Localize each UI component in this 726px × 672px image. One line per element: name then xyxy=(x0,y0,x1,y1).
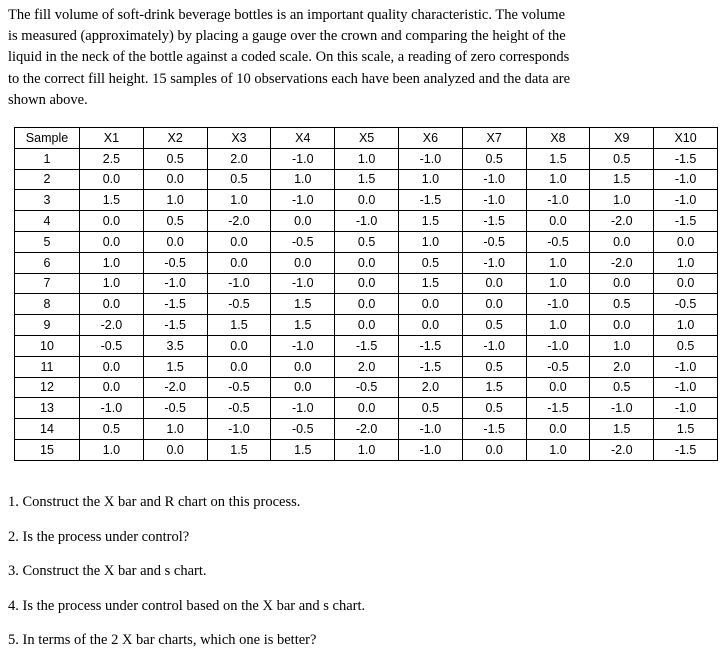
observation-cell: -1.0 xyxy=(398,439,462,460)
observation-cell: 0.5 xyxy=(143,148,207,169)
observation-cell: -1.5 xyxy=(654,439,718,460)
observation-cell: -2.0 xyxy=(590,211,654,232)
observation-cell: 1.5 xyxy=(271,294,335,315)
observation-cell: 0.0 xyxy=(335,398,399,419)
observation-cell: 0.5 xyxy=(462,398,526,419)
observation-cell: 1.5 xyxy=(654,419,718,440)
observation-cell: 1.5 xyxy=(462,377,526,398)
observation-cell: -1.5 xyxy=(654,211,718,232)
observation-cell: -2.0 xyxy=(590,439,654,460)
observation-cell: -2.0 xyxy=(207,211,271,232)
observation-cell: 0.0 xyxy=(271,252,335,273)
observation-cell: 0.0 xyxy=(271,356,335,377)
observation-cell: 1.5 xyxy=(207,439,271,460)
observation-cell: 0.0 xyxy=(207,356,271,377)
observation-cell: 0.0 xyxy=(335,294,399,315)
table-row xyxy=(15,169,718,190)
observation-cell: -1.5 xyxy=(398,356,462,377)
observation-cell: 0.0 xyxy=(80,169,144,190)
observation-cell: -1.0 xyxy=(80,398,144,419)
observation-cell: 0.0 xyxy=(654,231,718,252)
observation-cell: 1.0 xyxy=(654,315,718,336)
observation-cell: 0.0 xyxy=(271,211,335,232)
observation-cell: 0.5 xyxy=(398,252,462,273)
intro-line: to the correct fill height. 15 samples of 10 observations each have been analyzed and the data are xyxy=(8,70,571,87)
observation-cell: 1.0 xyxy=(143,190,207,211)
observation-cell: -1.0 xyxy=(526,335,590,356)
observation-cell: 0.0 xyxy=(590,273,654,294)
observation-cell: 0.0 xyxy=(462,294,526,315)
observation-cell: -1.5 xyxy=(398,190,462,211)
observation-cell: 0.0 xyxy=(335,190,399,211)
observation-cell: 0.5 xyxy=(462,356,526,377)
observation-cell: -0.5 xyxy=(207,398,271,419)
observation-cell: 2.0 xyxy=(335,356,399,377)
observation-cell: -0.5 xyxy=(335,377,399,398)
observation-cell: 0.5 xyxy=(80,419,144,440)
observation-cell: 1.5 xyxy=(590,169,654,190)
observation-cell: 0.0 xyxy=(526,211,590,232)
observation-cell: -1.0 xyxy=(654,169,718,190)
observation-cell: 0.0 xyxy=(526,377,590,398)
observation-cell: 0.0 xyxy=(80,231,144,252)
observation-cell: -1.0 xyxy=(398,148,462,169)
sample-number-cell: 13 xyxy=(15,398,80,419)
sample-number-cell: 6 xyxy=(15,252,80,273)
observation-cell: 0.5 xyxy=(207,169,271,190)
observation-cell: 2.5 xyxy=(80,148,144,169)
observation-cell: -0.5 xyxy=(143,252,207,273)
table-row xyxy=(15,419,718,440)
observation-cell: -2.0 xyxy=(590,252,654,273)
observation-cell: -1.0 xyxy=(271,190,335,211)
observation-cell: -1.0 xyxy=(143,273,207,294)
observation-cell: -0.5 xyxy=(207,377,271,398)
table-row xyxy=(15,252,718,273)
observation-cell: 1.5 xyxy=(271,439,335,460)
observation-cell: -0.5 xyxy=(143,398,207,419)
question-item: 3. Construct the X bar and s chart. xyxy=(8,563,207,580)
observation-cell: 0.0 xyxy=(590,315,654,336)
question-item: 1. Construct the X bar and R chart on this process. xyxy=(8,494,301,510)
observation-cell: 1.0 xyxy=(526,169,590,190)
observation-cell: 1.5 xyxy=(80,190,144,211)
observation-cell: -1.5 xyxy=(335,335,399,356)
table-row xyxy=(15,190,718,211)
observation-cell: 1.0 xyxy=(526,439,590,460)
observation-cell: 1.0 xyxy=(207,190,271,211)
observation-cell: 0.0 xyxy=(335,252,399,273)
observation-cell: 0.0 xyxy=(462,273,526,294)
question-list xyxy=(8,488,708,661)
observation-cell: 0.5 xyxy=(143,211,207,232)
observation-cell: 0.5 xyxy=(335,231,399,252)
table-row xyxy=(15,148,718,169)
table-body xyxy=(15,148,718,460)
table-row xyxy=(15,211,718,232)
question-item: 4. Is the process under control based on the X bar and s chart. xyxy=(8,597,366,614)
observation-cell: 1.0 xyxy=(335,439,399,460)
observation-cell: 0.5 xyxy=(654,335,718,356)
question-item: 2. Is the process under control? xyxy=(8,528,190,545)
intro-line: is measured (approximately) by placing a gauge over the crown and comparing the height of the xyxy=(8,28,566,45)
observation-cell: 0.5 xyxy=(462,315,526,336)
problem-intro xyxy=(8,5,708,111)
observation-cell: -1.0 xyxy=(654,377,718,398)
observation-cell: -1.5 xyxy=(462,211,526,232)
observation-cell: 1.0 xyxy=(590,335,654,356)
observation-cell: -1.5 xyxy=(526,398,590,419)
sample-number-cell: 9 xyxy=(15,315,80,336)
observation-cell: 0.0 xyxy=(271,377,335,398)
sample-number-cell: 4 xyxy=(15,211,80,232)
observation-cell: -2.0 xyxy=(143,377,207,398)
observation-cell: 0.0 xyxy=(80,377,144,398)
table-row xyxy=(15,335,718,356)
sample-number-cell: 7 xyxy=(15,273,80,294)
observation-cell: 0.0 xyxy=(335,273,399,294)
observation-cell: -1.0 xyxy=(207,273,271,294)
table-row xyxy=(15,377,718,398)
table-row xyxy=(15,398,718,419)
observation-cell: -1.0 xyxy=(207,419,271,440)
observation-cell: 0.0 xyxy=(143,439,207,460)
observation-cell: 1.5 xyxy=(143,356,207,377)
sample-number-cell: 12 xyxy=(15,377,80,398)
observation-cell: -0.5 xyxy=(271,231,335,252)
observation-cell: -1.0 xyxy=(590,398,654,419)
observation-cell: -0.5 xyxy=(462,231,526,252)
observation-cell: -0.5 xyxy=(271,419,335,440)
table-row xyxy=(15,294,718,315)
observation-cell: 1.0 xyxy=(80,439,144,460)
observation-cell: 0.0 xyxy=(80,211,144,232)
observation-cell: -1.0 xyxy=(654,356,718,377)
observation-cell: 1.5 xyxy=(207,315,271,336)
observation-cell: -1.5 xyxy=(462,419,526,440)
observation-cell: -1.0 xyxy=(462,335,526,356)
observation-cell: -1.5 xyxy=(398,335,462,356)
column-header-x2: X2 xyxy=(143,128,207,149)
observation-cell: -1.0 xyxy=(271,335,335,356)
observation-cell: 1.0 xyxy=(80,273,144,294)
observation-cell: 1.0 xyxy=(143,419,207,440)
intro-line: The fill volume of soft-drink beverage bottles is an important quality characteristic. The volume xyxy=(8,7,566,23)
observation-cell: 0.0 xyxy=(143,169,207,190)
observation-cell: -1.5 xyxy=(143,294,207,315)
column-header-x10: X10 xyxy=(654,128,718,149)
column-header-x3: X3 xyxy=(207,128,271,149)
observation-cell: -1.5 xyxy=(654,148,718,169)
observation-cell: 0.0 xyxy=(207,231,271,252)
sample-number-cell: 10 xyxy=(15,335,80,356)
observation-cell: 1.0 xyxy=(398,169,462,190)
observation-cell: -1.0 xyxy=(526,294,590,315)
column-header-x6: X6 xyxy=(398,128,462,149)
observation-cell: 0.0 xyxy=(398,315,462,336)
observation-cell: 0.5 xyxy=(462,148,526,169)
observation-cell: 1.5 xyxy=(335,169,399,190)
observation-cell: -1.0 xyxy=(271,398,335,419)
observation-cell: 0.0 xyxy=(207,335,271,356)
observation-cell: 0.0 xyxy=(462,439,526,460)
table-row xyxy=(15,231,718,252)
observation-cell: -1.5 xyxy=(143,315,207,336)
observation-cell: 2.0 xyxy=(590,356,654,377)
observation-cell: -2.0 xyxy=(335,419,399,440)
observation-cell: 2.0 xyxy=(207,148,271,169)
observation-cell: 1.0 xyxy=(526,273,590,294)
table-row xyxy=(15,315,718,336)
observation-cell: -0.5 xyxy=(654,294,718,315)
observation-cell: 1.5 xyxy=(590,419,654,440)
observation-cell: 1.0 xyxy=(526,252,590,273)
observation-cell: 0.0 xyxy=(398,294,462,315)
sample-number-cell: 11 xyxy=(15,356,80,377)
observation-cell: 1.0 xyxy=(80,252,144,273)
intro-line: shown above. xyxy=(8,91,88,108)
column-header-sample: Sample xyxy=(15,128,80,149)
observation-cell: -1.0 xyxy=(462,190,526,211)
observation-cell: 2.0 xyxy=(398,377,462,398)
observation-cell: 1.0 xyxy=(526,315,590,336)
observation-cell: 1.5 xyxy=(398,273,462,294)
column-header-x9: X9 xyxy=(590,128,654,149)
sample-number-cell: 14 xyxy=(15,419,80,440)
observation-cell: 3.5 xyxy=(143,335,207,356)
column-header-x1: X1 xyxy=(80,128,144,149)
observation-cell: -1.0 xyxy=(335,211,399,232)
observation-cell: 0.5 xyxy=(590,377,654,398)
observation-cell: -1.0 xyxy=(654,398,718,419)
sample-number-cell: 8 xyxy=(15,294,80,315)
table-row xyxy=(15,356,718,377)
observation-cell: -1.0 xyxy=(398,419,462,440)
observation-cell: 0.0 xyxy=(80,356,144,377)
observation-cell: 0.0 xyxy=(207,252,271,273)
sample-number-cell: 3 xyxy=(15,190,80,211)
column-header-x4: X4 xyxy=(271,128,335,149)
observation-cell: -0.5 xyxy=(526,356,590,377)
observation-cell: 1.5 xyxy=(526,148,590,169)
observation-cell: -0.5 xyxy=(207,294,271,315)
observation-cell: 0.0 xyxy=(526,419,590,440)
observation-cell: -1.0 xyxy=(462,169,526,190)
table-row xyxy=(15,439,718,460)
observation-cell: -0.5 xyxy=(526,231,590,252)
observation-cell: 1.0 xyxy=(590,190,654,211)
question-item: 5. In terms of the 2 X bar charts, which one is better? xyxy=(8,632,317,649)
column-header-x5: X5 xyxy=(335,128,399,149)
sample-number-cell: 1 xyxy=(15,148,80,169)
sample-number-cell: 15 xyxy=(15,439,80,460)
observation-cell: 0.0 xyxy=(143,231,207,252)
observation-cell: -0.5 xyxy=(80,335,144,356)
observation-cell: 0.0 xyxy=(654,273,718,294)
intro-line: liquid in the neck of the bottle against a coded scale. On this scale, a reading of zero corresponds xyxy=(8,49,570,66)
observation-cell: -1.0 xyxy=(271,273,335,294)
table-row xyxy=(15,273,718,294)
observation-cell: 1.0 xyxy=(654,252,718,273)
observation-cell: 1.5 xyxy=(398,211,462,232)
observation-cell: 0.0 xyxy=(80,294,144,315)
observation-cell: 0.5 xyxy=(590,148,654,169)
sample-number-cell: 2 xyxy=(15,169,80,190)
observation-cell: -1.0 xyxy=(654,190,718,211)
fill-volume-data-table xyxy=(14,127,718,461)
observation-cell: 1.5 xyxy=(271,315,335,336)
table-header-row xyxy=(15,128,718,149)
observation-cell: 1.0 xyxy=(398,231,462,252)
observation-cell: -1.0 xyxy=(271,148,335,169)
column-header-x7: X7 xyxy=(462,128,526,149)
observation-cell: -1.0 xyxy=(462,252,526,273)
observation-cell: -2.0 xyxy=(80,315,144,336)
observation-cell: 0.0 xyxy=(335,315,399,336)
observation-cell: 0.5 xyxy=(398,398,462,419)
observation-cell: 0.5 xyxy=(590,294,654,315)
observation-cell: 0.0 xyxy=(590,231,654,252)
observation-cell: -1.0 xyxy=(526,190,590,211)
observation-cell: 1.0 xyxy=(271,169,335,190)
sample-number-cell: 5 xyxy=(15,231,80,252)
column-header-x8: X8 xyxy=(526,128,590,149)
observation-cell: 1.0 xyxy=(335,148,399,169)
